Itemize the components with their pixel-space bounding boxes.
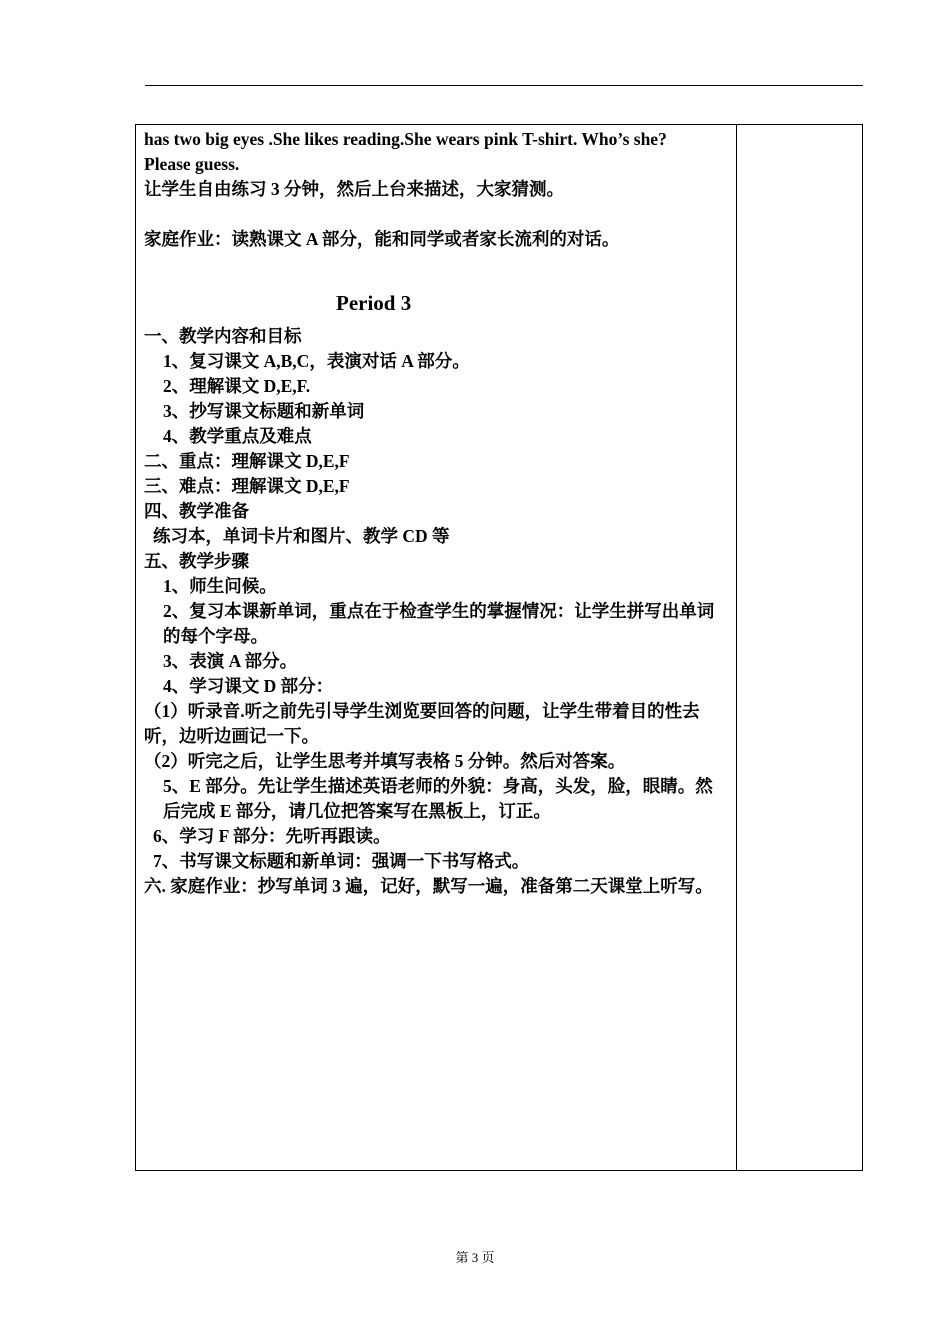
goal-item: 3、抄写课文标题和新单词 xyxy=(163,401,365,421)
section-homework: 六. 家庭作业：抄写单词 3 遍，记好，默写一遍，准备第二天课堂上听写。 xyxy=(144,876,713,896)
lesson-content-cell xyxy=(144,127,730,899)
preparation-item: 练习本，单词卡片和图片、教学 CD 等 xyxy=(153,526,450,546)
step-item: 7、书写课文标题和新单词：强调一下书写格式。 xyxy=(153,851,530,871)
blank-line xyxy=(144,202,730,227)
goal-item: 4、教学重点及难点 xyxy=(163,426,312,446)
blank-line xyxy=(144,252,730,288)
section-difficulties: 三、难点：理解课文 D,E,F xyxy=(144,476,350,496)
lesson-plan-table xyxy=(135,124,863,1171)
step-item: 3、表演 A 部分。 xyxy=(163,651,298,671)
section-heading-content-goals: 一、教学内容和目标 xyxy=(144,326,302,346)
goal-item: 1、复习课文 A,B,C，表演对话 A 部分。 xyxy=(163,351,470,371)
column-divider xyxy=(736,125,737,1170)
intro-line-1: has two big eyes .She likes reading.She wears pink T-shirt. Who’s she? xyxy=(144,129,667,149)
goal-item: 2、理解课文 D,E,F. xyxy=(163,376,311,396)
step-sub-item: （1）听录音.听之前先引导学生浏览要回答的问题，让学生带着目的性去听，边听边画记一下。 xyxy=(144,701,700,746)
step-sub-item: （2）听完之后，让学生思考并填写表格 5 分钟。然后对答案。 xyxy=(144,751,626,771)
section-key-points: 二、重点：理解课文 D,E,F xyxy=(144,451,350,471)
page-number: 第 3 页 xyxy=(455,1250,495,1265)
period-title: Period 3 xyxy=(336,291,412,315)
step-item: 4、学习课文 D 部分： xyxy=(163,676,334,696)
step-item: 6、学习 F 部分：先听再跟读。 xyxy=(153,826,391,846)
section-heading-preparation: 四、教学准备 xyxy=(144,501,249,521)
step-item: 2、复习本课新单词，重点在于检查学生的掌握情况：让学生拼写出单词的每个字母。 xyxy=(163,601,715,646)
step-item: 1、师生问候。 xyxy=(163,576,277,596)
intro-line-2: Please guess. xyxy=(144,154,240,174)
header-rule xyxy=(145,85,863,86)
practice-instruction: 让学生自由练习 3 分钟，然后上台来描述，大家猜测。 xyxy=(144,179,564,199)
section-heading-steps: 五、教学步骤 xyxy=(144,551,249,571)
step-item: 5、E 部分。先让学生描述英语老师的外貌：身高，头发，脸，眼睛。然后完成 E 部分，请几位把答案写在黑板上，订正。 xyxy=(163,776,713,821)
homework-note: 家庭作业：读熟课文 A 部分，能和同学或者家长流利的对话。 xyxy=(144,229,620,249)
